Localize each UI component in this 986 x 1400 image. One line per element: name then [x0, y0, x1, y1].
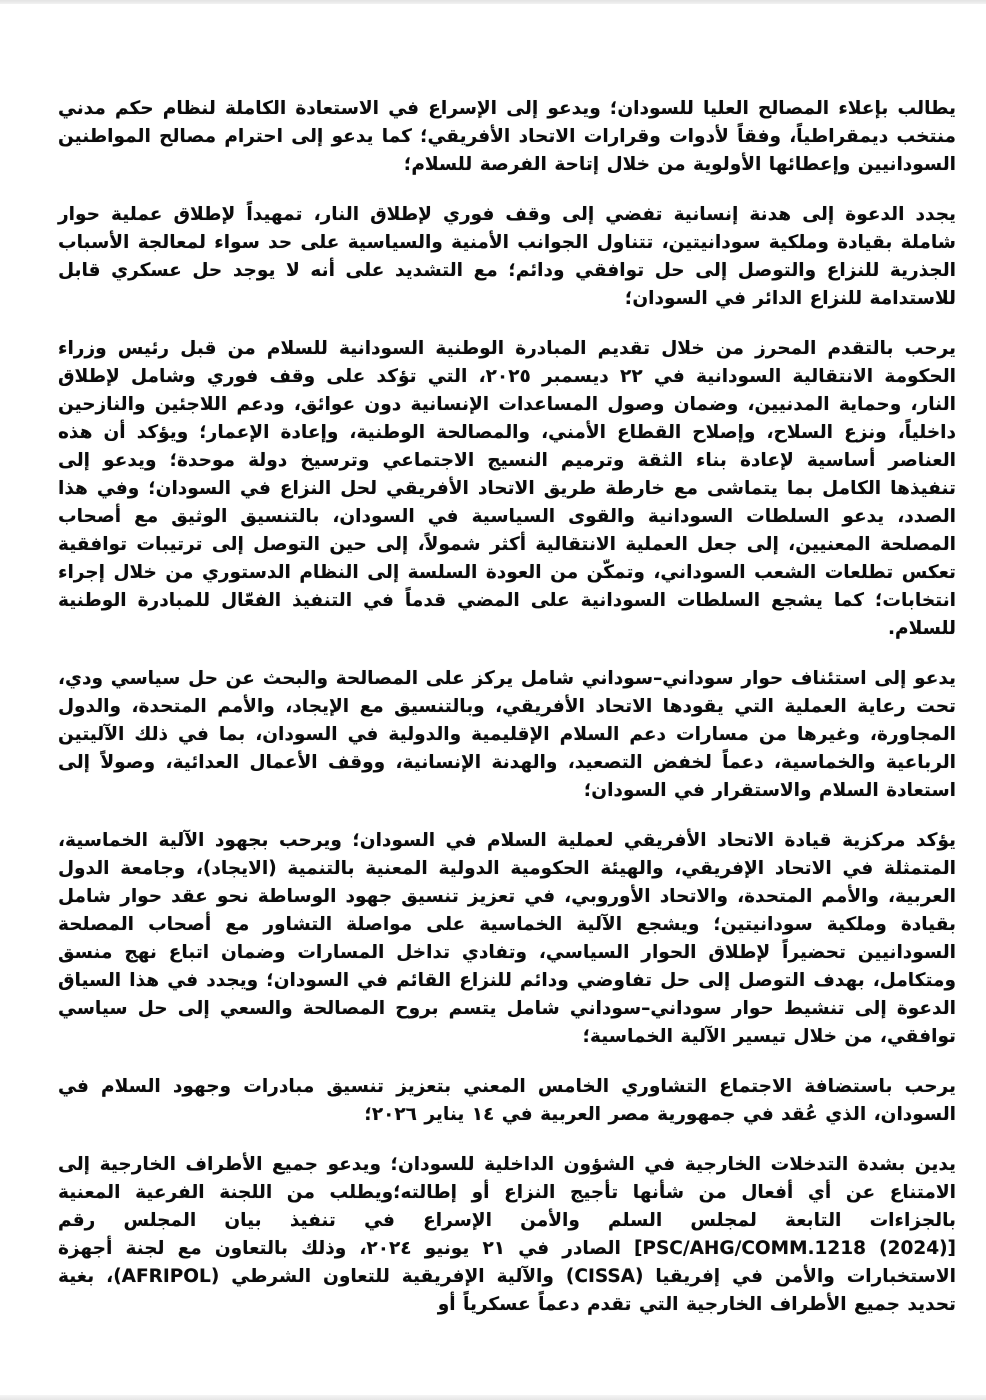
paragraph-affirms-au-centrality-quintet: يؤكد مركزية قيادة الاتحاد الأفريقي لعملية السلام في السودان؛ ويرحب بجهود الآلية الخماسية، المتمثلة في الاتحاد الإفريقي، والهيئة الحكومية الدولية المعنية بالتنمية (الايجاد)، وجامعة الدول العربية، والأمم المتحدة، والاتحاد الأوروبي، في تعزيز تنسيق جهود الوساطة نحو عقد حوار شامل بقيادة وملكية سودانيتين؛ ويشجع الآلية الخماسية على مواصلة التشاور مع أصحاب المصلحة السودانيين تحضيراً لإطلاق الحوار السياسي، وتفادي تداخل المسارات وضمان اتباع نهج منسق ومتكامل، بهدف التوصل إلى حل تفاوضي ودائم للنزاع القائم في السودان؛ ويجدد في هذا السياق الدعوة إلى تنشيط حوار سوداني–سوداني شامل يتسم بروح المصالحة والسعي إلى حل سياسي توافقي، من خلال تيسير الآلية الخماسية؛ — [58, 830, 956, 1047]
paragraph-calls-resume-sudanese-dialogue: يدعو إلى استئناف حوار سوداني–سوداني شامل يركز على المصالحة والبحث عن حل سياسي ودي، تحت رعاية العملية التي يقودها الاتحاد الأفريقي، وبالتنسيق مع الإيجاد، والأمم المتحدة، والدول المجاورة، وغيرها من مسارات دعم السلام الإقليمية والدولية في السودان، بما في ذلك الآليتين الرباعية والخماسية، دعماً لخفض التصعيد، والهدنة الإنسانية، ووقف الأعمال العدائية، وصولاً إلى استعادة السلام والاستقرار في السودان؛ — [58, 668, 956, 801]
paragraph-welcomes-fifth-consultative-meeting: يرحب باستضافة الاجتماع التشاوري الخامس المعني بتعزيز تنسيق مبادرات وجهود السلام في السودان، الذي عُقد في جمهورية مصر العربية في ١٤ يناير ٢٠٢٦؛ — [58, 1076, 956, 1125]
paragraph-condemns-external-interference: يدين بشدة التدخلات الخارجية في الشؤون الداخلية للسودان؛ ويدعو جميع الأطراف الخارجية إلى الامتناع عن أي أفعال من شأنها تأجيج النزاع أو إطالته؛ويطلب من اللجنة الفرعية المعنية بالجزاءات التابعة لمجلس السلم والأمن الإسراع في تنفيذ بيان المجلس رقم ‎[PSC/AHG/COMM.1218 (2024)]‎ الصادر في ٢١ يونيو ٢٠٢٤، وذلك بالتعاون مع لجنة أجهزة الاستخبارات والأمن في إفريقيا ‎(CISSA)‎ والآلية الإفريقية للتعاون الشرطي ‎(AFRIPOL)‎، بغية تحديد جميع الأطراف الخارجية التي تقدم دعماً عسكرياً أو — [58, 1154, 956, 1315]
paragraph-demands-supreme-interests: يطالب بإعلاء المصالح العليا للسودان؛ ويدعو إلى الإسراع في الاستعادة الكاملة لنظام حكم مدني منتخب ديمقراطياً، وفقاً لأدوات وقرارات الاتحاد الأفريقي؛ كما يدعو إلى احترام مصالح المواطنين السودانيين وإعطائها الأولوية من خلال إتاحة الفرصة للسلام؛ — [58, 98, 956, 175]
paragraph-welcomes-national-peace-initiative: يرحب بالتقدم المحرز من خلال تقديم المبادرة الوطنية السودانية للسلام من قبل رئيس وزراء الحكومة الانتقالية السودانية في ٢٢ ديسمبر ٢٠٢٥، التي تؤكد على وقف فوري وشامل لإطلاق النار، وحماية المدنيين، وضمان وصول المساعدات الإنسانية دون عوائق، ودعم اللاجئين والنازحين داخلياً، ونزع السلاح، وإصلاح القطاع الأمني، والمصالحة الوطنية، وإعادة الإعمار؛ ويؤكد أن هذه العناصر أساسية لإعادة بناء الثقة وترميم النسيج الاجتماعي وترسيخ دولة موحدة؛ ويدعو إلى تنفيذها الكامل بما يتماشى مع خارطة طريق الاتحاد الأفريقي لحل النزاع في السودان؛ وفي هذا الصدد، يدعو السلطات السودانية والقوى السياسية في السودان، بالتنسيق الوثيق مع أصحاب المصلحة المعنيين، إلى جعل العملية الانتقالية أكثر شمولاً، إلى حين التوصل إلى ترتيبات توافقية تعكس تطلعات الشعب السوداني، وتمكّن من العودة السلسة إلى النظام الدستوري من خلال إجراء انتخابات؛ كما يشجع السلطات السودانية على المضي قدماً في التنفيذ الفعّال للمبادرة الوطنية للسلام. — [58, 338, 956, 639]
scan-top-edge — [0, 0, 986, 4]
paragraph-renews-call-humanitarian-truce: يجدد الدعوة إلى هدنة إنسانية تفضي إلى وقف فوري لإطلاق النار، تمهيداً لإطلاق عملية حوار شاملة بقيادة وملكية سودانيتين، تتناول الجوانب الأمنية والسياسية على حد سواء لمعالجة الأسباب الجذرية للنزاع والتوصل إلى حل توافقي ودائم؛ مع التشديد على أنه لا يوجد حل عسكري قابل للاستدامة للنزاع الدائر في السودان؛ — [58, 204, 956, 309]
scan-bottom-edge — [0, 1395, 986, 1400]
document-text-block — [58, 95, 956, 1341]
